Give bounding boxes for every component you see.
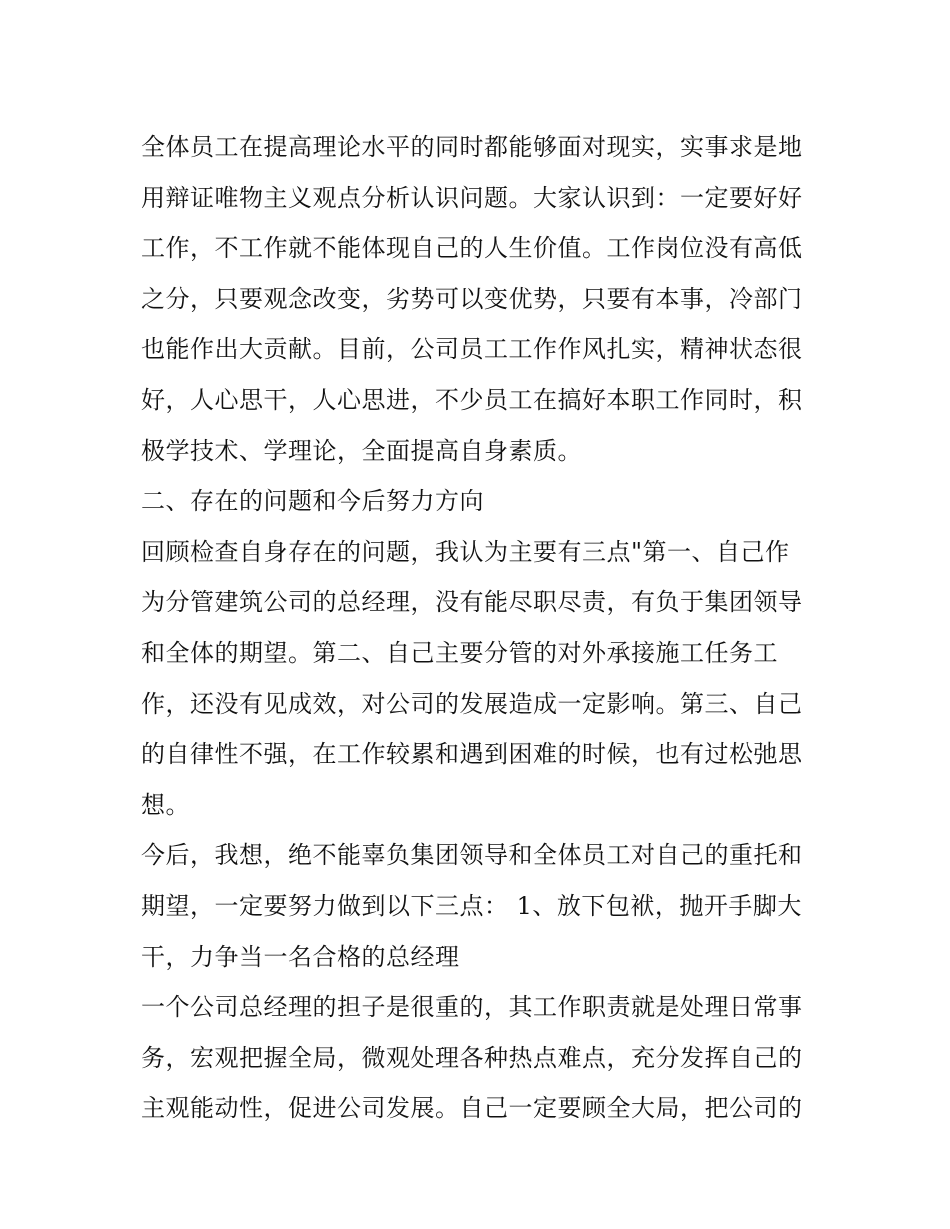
- paragraph-manager-duties: 一个公司总经理的担子是很重的，其工作职责就是处理日常事务，宏观把握全局，微观处理各种热点难点，充分发挥自己的主观能动性，促进公司发展。自己一定要顾全大局，把公司的: [141, 993, 803, 1123]
- paragraph-self-review: 回顾检查自身存在的问题，我认为主要有三点"第一、自己作为分管建筑公司的总经理，没有能尽职尽责，有负于集团领导和全体的期望。第二、自己主要分管的对外承接施工任务工作，还没有见成效，对公司的发展造成一定影响。第三、自己的自律性不强，在工作较累和遇到困难的时候，也有过松弛思想。: [141, 537, 803, 819]
- document-body: [141, 122, 813, 1134]
- paragraph-staff-attitude: 全体员工在提高理论水平的同时都能够面对现实，实事求是地用辩证唯物主义观点分析认识问题。大家认识到：一定要好好工作，不工作就不能体现自己的人生价值。工作岗位没有高低之分，只要观念改变，劣势可以变优势，只要有本事，冷部门也能作出大贡献。目前，公司员工工作作风扎实，精神状态很好，人心思干，人心思进，不少员工在搞好本职工作同时，积极学技术、学理论，全面提高自身素质。: [141, 133, 803, 465]
- section-heading-problems-and-direction: 二、存在的问题和今后努力方向: [141, 487, 484, 516]
- paragraph-future-plans: 今后，我想，绝不能辜负集团领导和全体员工对自己的重托和期望，一定要努力做到以下三点： 1、放下包袱，抛开手脚大干，力争当一名合格的总经理: [141, 841, 803, 971]
